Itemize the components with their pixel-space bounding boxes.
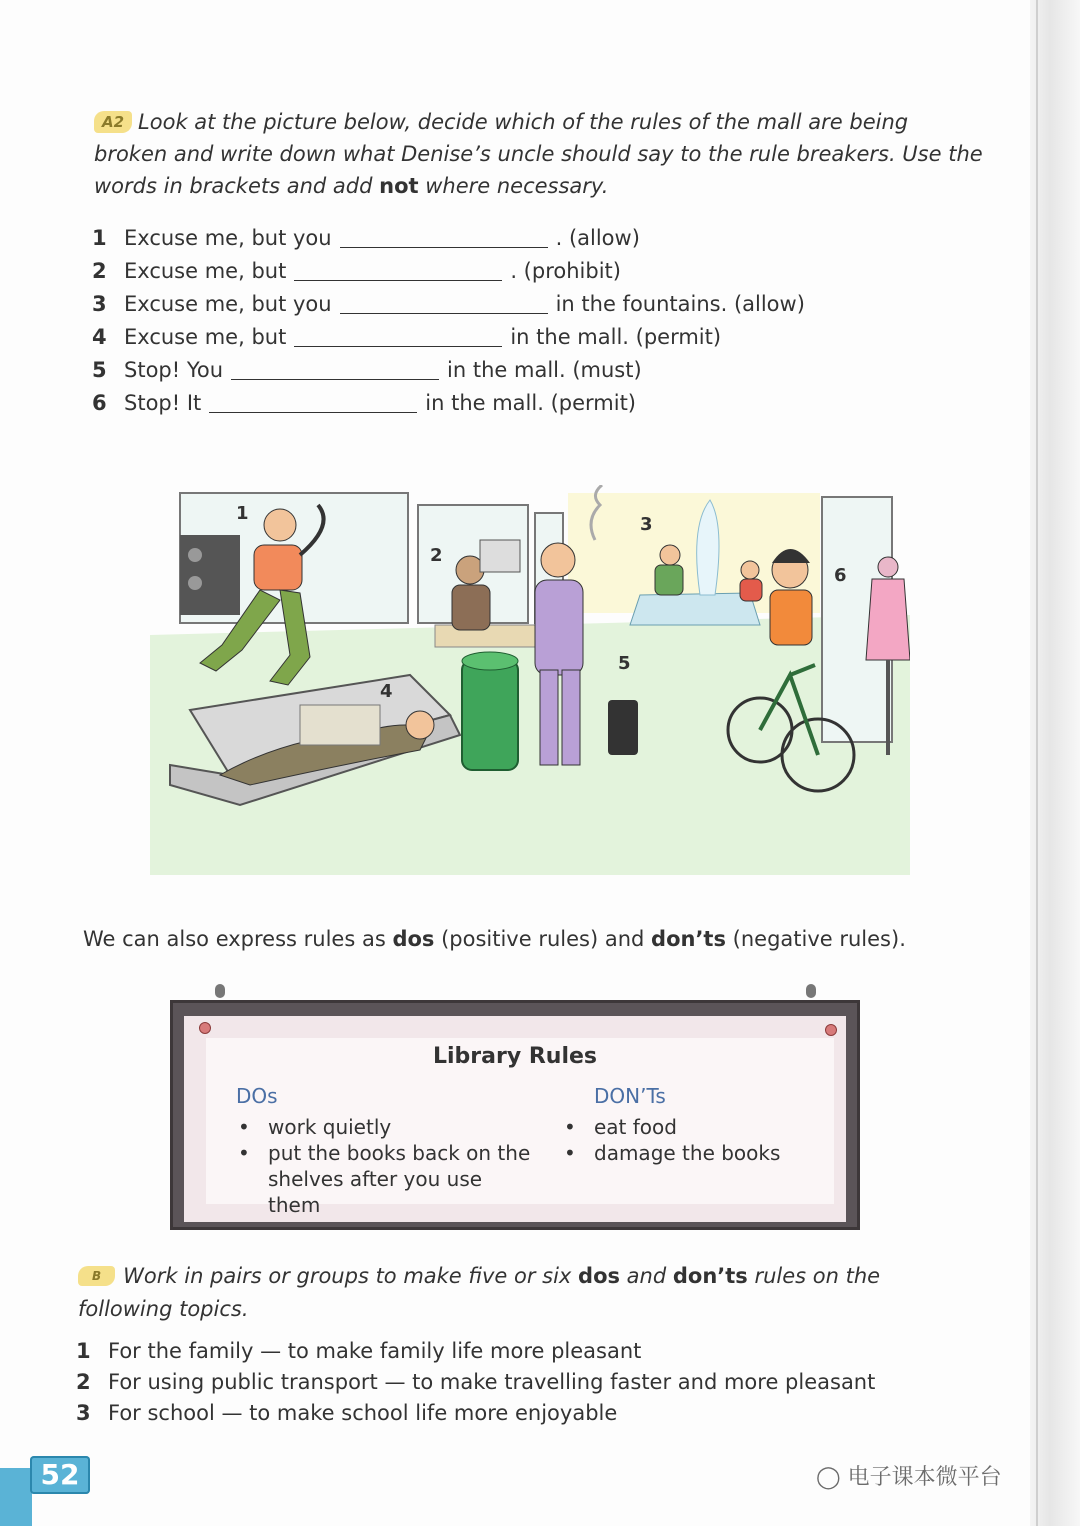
dos-item: • work quietly: [236, 1114, 538, 1140]
donts-item: • damage the books: [562, 1140, 864, 1166]
illustration-label-2: 2: [430, 545, 443, 566]
stereo-speakers: [180, 535, 240, 615]
answer-blank[interactable]: [340, 225, 548, 248]
donts-item: • eat food: [562, 1114, 864, 1140]
b-instruction-bold-dos: dos: [578, 1264, 620, 1288]
b-instruction-bold-donts: don’ts: [672, 1264, 748, 1288]
b-instruction-text-1: Work in pairs or groups to make five or six: [123, 1264, 579, 1288]
illustration-label-5: 5: [618, 653, 631, 674]
topic-item-1: [76, 1336, 875, 1367]
topic-number: 3: [76, 1401, 91, 1425]
exercise-number: 6: [92, 391, 107, 415]
exercise-hint: in the mall. (permit): [425, 391, 636, 415]
a2-instruction-text-2: where necessary.: [418, 174, 609, 198]
topic-text: For school — to make school life more enjoyable: [108, 1401, 618, 1425]
topic-item-3: [76, 1398, 875, 1429]
dos-intro-text-3: (negative rules).: [725, 927, 906, 951]
topic-item-2: [76, 1367, 875, 1398]
a2-instruction-text-1: Look at the picture below, decide which of the rules of the mall are being broken and write down what Denise’s uncle should say to the rule breakers. Use the words in brackets and add: [94, 110, 983, 198]
exercise-hint: . (allow): [555, 226, 640, 250]
topic-text: For using public transport — to make travelling faster and more pleasant: [108, 1370, 876, 1394]
exercise-item-3: [92, 288, 852, 321]
b-tag: B: [78, 1266, 115, 1286]
exercise-prompt: Stop! It: [124, 391, 202, 415]
answer-blank[interactable]: [231, 357, 439, 380]
watermark: [816, 1460, 1002, 1491]
donts-list: [562, 1114, 864, 1166]
b-topic-list: [76, 1336, 875, 1429]
topic-number: 2: [76, 1370, 91, 1394]
b-instruction-text-2: and: [620, 1264, 673, 1288]
donts-heading: DON’Ts: [594, 1084, 666, 1108]
exercise-hint: in the mall. (must): [447, 358, 642, 382]
a2-instruction: [94, 106, 984, 202]
page-number: 52: [30, 1456, 90, 1494]
a2-exercise-list: [92, 222, 852, 420]
page-number-tab: [0, 1468, 32, 1526]
topic-text: For the family — to make family life more pleasant: [108, 1339, 642, 1363]
dos-intro-text-1: We can also express rules as: [83, 927, 393, 951]
exercise-prompt: Stop! You: [124, 358, 224, 382]
topic-number: 1: [76, 1339, 91, 1363]
exercise-item-1: [92, 222, 852, 255]
dos-donts-intro: [83, 922, 906, 956]
dos-list: [236, 1114, 538, 1218]
dos-heading: DOs: [236, 1084, 278, 1108]
pin-right: [825, 1024, 837, 1036]
a2-instruction-bold: not: [379, 174, 419, 198]
answer-blank[interactable]: [294, 258, 502, 281]
wechat-icon: ◯: [816, 1465, 841, 1490]
exercise-prompt: Excuse me, but you: [124, 226, 332, 250]
exercise-number: 4: [92, 325, 107, 349]
library-rules-board: [170, 996, 860, 1230]
board-hanger-right: [806, 984, 816, 998]
exercise-number: 5: [92, 358, 107, 382]
answer-blank[interactable]: [340, 291, 548, 314]
illustration-label-6: 6: [834, 565, 847, 586]
dos-intro-bold-donts: don’ts: [651, 927, 726, 951]
dos-intro-bold-dos: dos: [392, 927, 435, 951]
exercise-prompt: Excuse me, but you: [124, 292, 332, 316]
a2-tag: A2: [94, 111, 132, 133]
exercise-prompt: Excuse me, but: [124, 325, 287, 349]
exercise-item-5: [92, 354, 852, 387]
pin-left: [199, 1022, 211, 1034]
speaker-cone: [188, 548, 202, 562]
exercise-number: 1: [92, 226, 107, 250]
speaker-cone: [188, 576, 202, 590]
dos-item: • put the books back on the shelves after you use them: [236, 1140, 538, 1218]
answer-blank[interactable]: [209, 390, 417, 413]
rubbish-bin: [462, 652, 518, 770]
exercise-item-2: [92, 255, 852, 288]
mall-illustration: [150, 485, 910, 875]
exercise-item-6: [92, 387, 852, 420]
exercise-number: 2: [92, 259, 107, 283]
board-hanger-left: [215, 984, 225, 998]
exercise-prompt: Excuse me, but: [124, 259, 287, 283]
exercise-item-4: [92, 321, 852, 354]
b-instruction: [78, 1260, 968, 1326]
b-instruction-text-3: rules on the following topics.: [78, 1264, 881, 1321]
illustration-label-1: 1: [236, 503, 249, 524]
exercise-hint: in the fountains. (allow): [555, 292, 805, 316]
illustration-label-4: 4: [380, 681, 393, 702]
page-fold-line: [1036, 0, 1038, 1526]
illustration-label-3: 3: [640, 514, 653, 535]
answer-blank[interactable]: [294, 324, 502, 347]
library-rules-title: Library Rules: [432, 1044, 597, 1069]
exercise-hint: . (prohibit): [510, 259, 621, 283]
exercise-hint: in the mall. (permit): [510, 325, 722, 349]
dos-intro-text-2: (positive rules) and: [434, 927, 652, 951]
exercise-number: 3: [92, 292, 107, 316]
watermark-text: 电子课本微平台: [847, 1465, 1002, 1490]
